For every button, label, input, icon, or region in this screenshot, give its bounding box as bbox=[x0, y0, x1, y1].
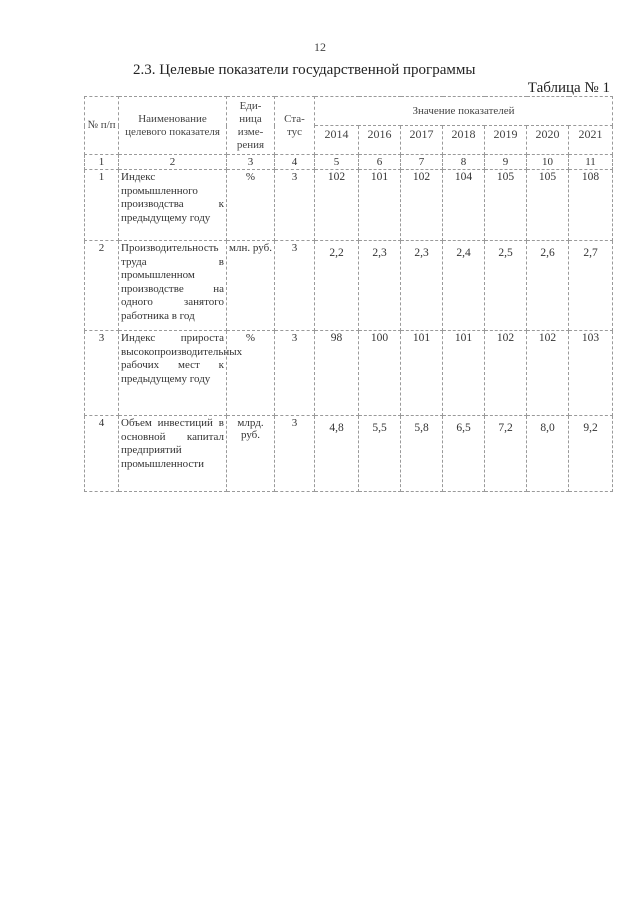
table-row bbox=[85, 241, 613, 331]
section-title: 2.3. Целевые показатели государственной программы bbox=[133, 62, 476, 78]
indicator-value: 102 bbox=[401, 170, 443, 241]
indicator-value: 9,2 bbox=[569, 416, 613, 492]
indicator-status: 3 bbox=[275, 170, 315, 241]
column-number: 8 bbox=[443, 155, 485, 170]
indicator-value: 5,8 bbox=[401, 416, 443, 492]
header-year: 2016 bbox=[359, 126, 401, 155]
indicator-value: 101 bbox=[443, 331, 485, 416]
page-number: 12 bbox=[314, 40, 326, 54]
indicator-name: Индекс промышленного производства к предыдущему году bbox=[119, 170, 227, 241]
indicator-value: 6,5 bbox=[443, 416, 485, 492]
indicator-value: 108 bbox=[569, 170, 613, 241]
indicator-value: 7,2 bbox=[485, 416, 527, 492]
header-year: 2017 bbox=[401, 126, 443, 155]
column-number: 6 bbox=[359, 155, 401, 170]
indicator-value: 2,5 bbox=[485, 241, 527, 331]
indicator-value: 4,8 bbox=[315, 416, 359, 492]
table-row bbox=[85, 331, 613, 416]
table-row bbox=[85, 416, 613, 492]
indicator-value: 2,2 bbox=[315, 241, 359, 331]
indicator-name: Объем инвестиций в основной капитал предприятий промышленности bbox=[119, 416, 227, 492]
column-numbers-row bbox=[85, 155, 613, 170]
row-number: 1 bbox=[85, 170, 119, 241]
column-number: 9 bbox=[485, 155, 527, 170]
indicator-value: 101 bbox=[401, 331, 443, 416]
indicator-value: 105 bbox=[485, 170, 527, 241]
header-values-group: Значение показателей bbox=[315, 97, 613, 126]
indicator-value: 102 bbox=[485, 331, 527, 416]
indicator-unit: млн. руб. bbox=[227, 241, 275, 331]
header-row-1 bbox=[85, 97, 613, 126]
header-status: Ста-тус bbox=[275, 97, 315, 155]
indicator-unit: млрд. руб. bbox=[227, 416, 275, 492]
indicator-name: Производительность труда в промышленном производстве на одного занятого работника в год bbox=[119, 241, 227, 331]
header-unit: Еди-ница изме-рения bbox=[227, 97, 275, 155]
column-number: 10 bbox=[527, 155, 569, 170]
column-number: 1 bbox=[85, 155, 119, 170]
indicator-value: 100 bbox=[359, 331, 401, 416]
header-year: 2014 bbox=[315, 126, 359, 155]
indicators-table bbox=[84, 96, 613, 492]
row-number: 2 bbox=[85, 241, 119, 331]
column-number: 7 bbox=[401, 155, 443, 170]
header-year: 2019 bbox=[485, 126, 527, 155]
table-caption: Таблица № 1 bbox=[527, 80, 610, 96]
column-number: 3 bbox=[227, 155, 275, 170]
indicator-name: Индекс прироста высокопроизводительных рабочих мест к предыдущему году bbox=[119, 331, 227, 416]
indicator-value: 2,6 bbox=[527, 241, 569, 331]
indicator-value: 2,4 bbox=[443, 241, 485, 331]
row-number: 3 bbox=[85, 331, 119, 416]
indicator-value: 102 bbox=[527, 331, 569, 416]
indicator-value: 8,0 bbox=[527, 416, 569, 492]
indicator-value: 2,3 bbox=[401, 241, 443, 331]
column-number: 4 bbox=[275, 155, 315, 170]
table-row bbox=[85, 170, 613, 241]
indicator-unit: % bbox=[227, 170, 275, 241]
header-name: Наименование целевого показателя bbox=[119, 97, 227, 155]
header-year: 2020 bbox=[527, 126, 569, 155]
row-number: 4 bbox=[85, 416, 119, 492]
indicator-value: 101 bbox=[359, 170, 401, 241]
indicator-value: 102 bbox=[315, 170, 359, 241]
indicator-status: 3 bbox=[275, 416, 315, 492]
indicator-value: 2,7 bbox=[569, 241, 613, 331]
column-number: 2 bbox=[119, 155, 227, 170]
header-num: № п/п bbox=[85, 97, 119, 155]
column-number: 5 bbox=[315, 155, 359, 170]
indicator-value: 103 bbox=[569, 331, 613, 416]
indicator-value: 98 bbox=[315, 331, 359, 416]
indicator-value: 104 bbox=[443, 170, 485, 241]
header-year: 2018 bbox=[443, 126, 485, 155]
indicator-value: 5,5 bbox=[359, 416, 401, 492]
header-year: 2021 bbox=[569, 126, 613, 155]
indicator-status: 3 bbox=[275, 241, 315, 331]
indicator-value: 105 bbox=[527, 170, 569, 241]
indicator-value: 2,3 bbox=[359, 241, 401, 331]
column-number: 11 bbox=[569, 155, 613, 170]
indicator-status: 3 bbox=[275, 331, 315, 416]
indicator-unit: % bbox=[227, 331, 275, 416]
